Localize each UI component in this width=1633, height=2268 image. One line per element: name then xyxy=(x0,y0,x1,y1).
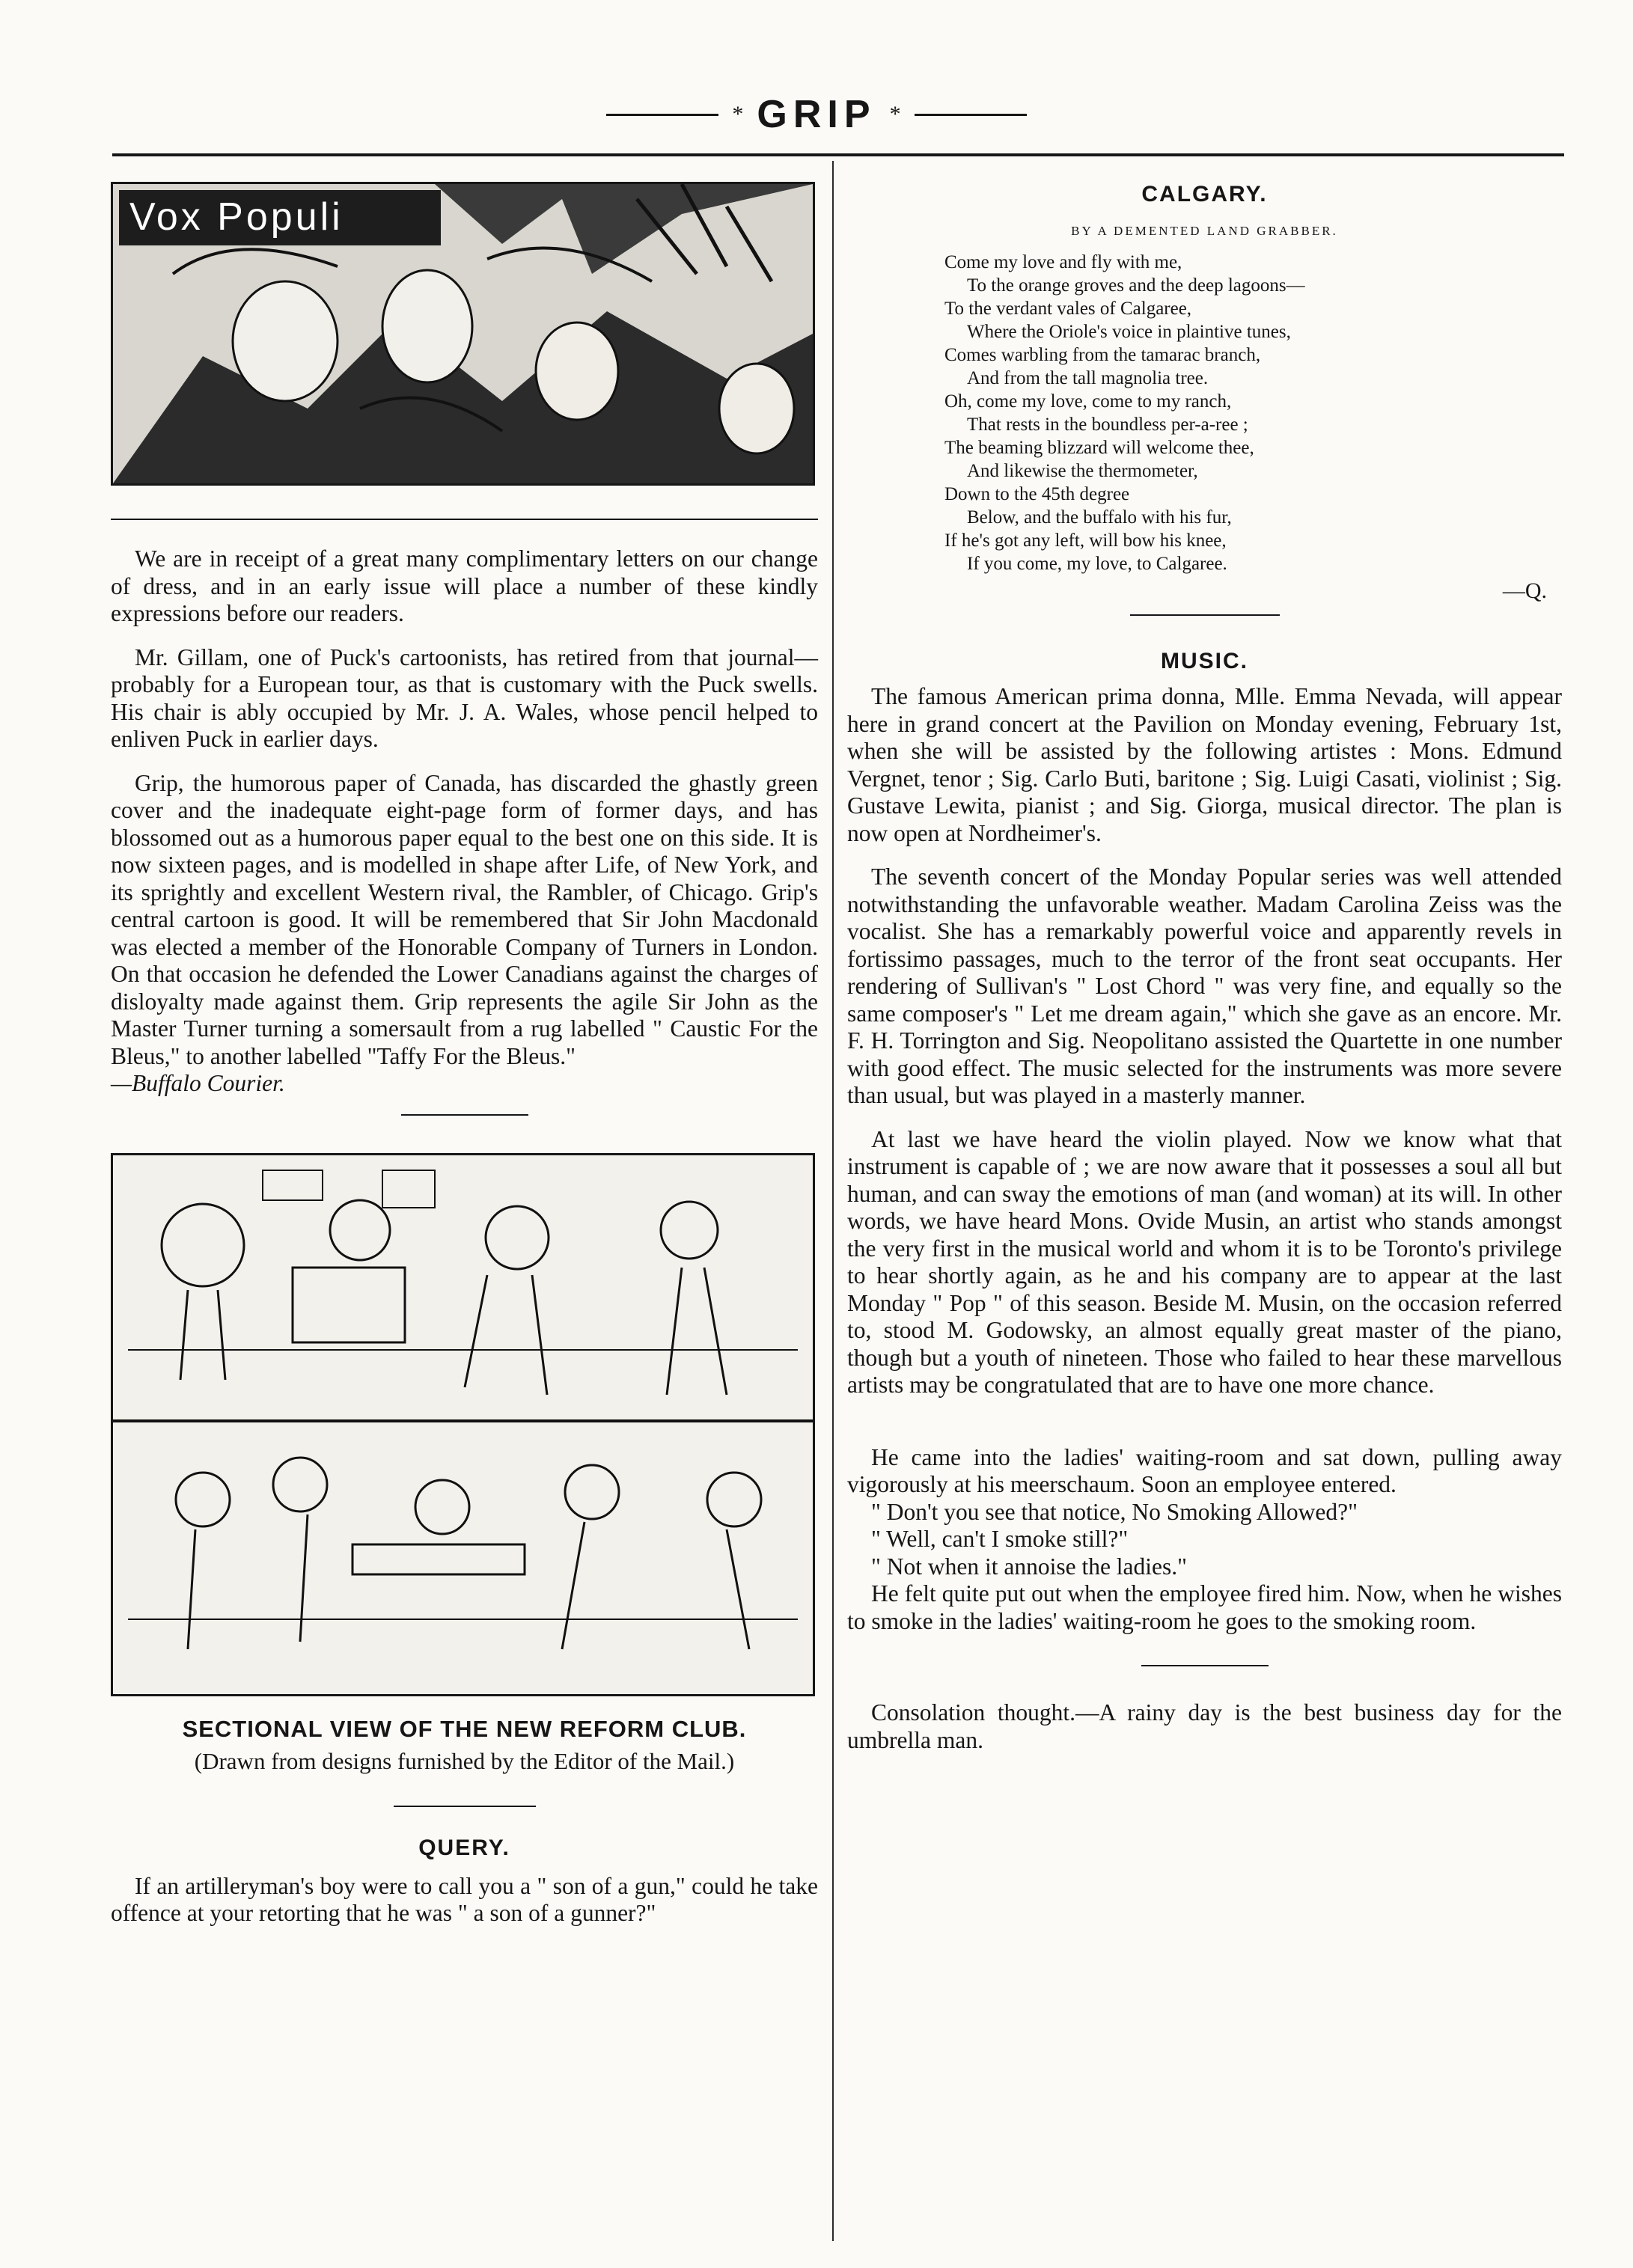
calgary-heading: CALGARY. xyxy=(1141,182,1268,207)
poem-line: That rests in the boundless per-a-ree ; xyxy=(967,415,1248,435)
divider xyxy=(401,1114,528,1116)
poem-line: And likewise the thermometer, xyxy=(967,461,1198,481)
query-heading: QUERY. xyxy=(418,1835,510,1860)
poem-line: Below, and the buffalo with his fur, xyxy=(967,507,1232,528)
anecdote-line: He came into the ladies' waiting-room and sat down, pulling away vigorously at his meerschaum. Soon an employee entered. xyxy=(847,1443,1562,1497)
poem-signature: —Q. xyxy=(1502,578,1547,603)
poem-line: Come my love and fly with me, xyxy=(944,252,1182,272)
anecdote-line: He felt quite put out when the employee fired him. Now, when he wishes to smoke in the ladies' waiting-room he goes to the smoking room. xyxy=(847,1580,1562,1634)
right-column xyxy=(847,161,1562,1770)
column-divider xyxy=(832,161,834,2241)
cartoon-caption: SECTIONAL VIEW OF THE NEW REFORM CLUB. xyxy=(182,1715,747,1742)
divider xyxy=(1141,1665,1269,1666)
calgary-poem xyxy=(944,251,1562,575)
poem-line: If you come, my love, to Calgaree. xyxy=(967,554,1227,574)
poem-line: To the orange groves and the deep lagoons— xyxy=(967,275,1305,296)
poem-line: Where the Oriole's voice in plaintive tunes, xyxy=(967,322,1291,342)
reform-club-cartoon xyxy=(111,1153,815,1696)
vox-populi-illustration xyxy=(111,182,815,486)
poem-line: To the verdant vales of Calgaree, xyxy=(944,299,1192,319)
smoking-anecdote xyxy=(847,1444,1562,1636)
divider xyxy=(1130,614,1280,616)
consolation-thought: Consolation thought.—A rainy day is the best business day for the umbrella man. xyxy=(847,1699,1562,1753)
masthead-star-left: * xyxy=(732,102,744,126)
poem-line: Oh, come my love, come to my ranch, xyxy=(944,391,1232,412)
calgary-byline: BY A DEMENTED LAND GRABBER. xyxy=(1071,224,1338,238)
divider xyxy=(111,519,818,520)
paragraph-grip-new-dress: Grip, the humorous paper of Canada, has discarded the ghastly green cover and the inadequate eight-page form of former days, and has blossomed out as a humorous paper equal to the best one on this side. It is now sixteen pages, and is modelled in shape after Life, of New York, and its sprightly and excellent Western rival, the Rambler, of Chicago. Grip's central cartoon is good. It will be remembered that Sir John Macdonald was elected a member of the Honorable Company of Turners in London. On that occasion he defended the Lower Canadians against the charges of disloyalty made against them. Grip represents the agile Sir John as the Master Turner turning a somersault from a rug labelled " Caustic For the Bleus," to another labelled "Taffy For the Bleus." xyxy=(111,769,818,1069)
poem-line: If he's got any left, will bow his knee, xyxy=(944,531,1227,551)
poem-line: Comes warbling from the tamarac branch, xyxy=(944,345,1261,365)
paragraph-gillam: Mr. Gillam, one of Puck's cartoonists, has retired from that journal—probably for a European tour, as that is customary with the Puck swells. His chair is ably occupied by Mr. J. A. Wales, whose pencil helped to enliven Puck in earlier days. xyxy=(111,644,818,752)
masthead xyxy=(0,88,1633,141)
masthead-title: GRIP xyxy=(757,93,876,136)
poem-line: Down to the 45th degree xyxy=(944,484,1130,504)
left-column xyxy=(111,161,818,1944)
paragraph-complimentary-letters: We are in receipt of a great many complimentary letters on our change of dress, and in an early issue will place a number of these kindly expressions before our readers. xyxy=(111,545,818,626)
vox-populi-title: Vox Populi xyxy=(129,195,344,239)
music-paragraph-nevada: The famous American prima donna, Mlle. Emma Nevada, will appear here in grand concert at the Pavilion on Monday evening, February 1st, when she will be assisted by the following artistes : Mons. Edmund Vergnet, tenor ; Sig. Carlo Buti, baritone ; Sig. Luigi Casati, violinist ; Sig. Gustave Lewita, pianist ; and Sig. Giorga, musical director. The plan is now open at Nordheimer's. xyxy=(847,683,1562,846)
query-text: If an artilleryman's boy were to call you a " son of a gun," could he take offence at your retorting that he was " a son of a gunner?" xyxy=(111,1872,818,1926)
masthead-rule-left xyxy=(606,114,718,116)
anecdote-line: " Don't you see that notice, No Smoking Allowed?" xyxy=(871,1498,1358,1525)
top-rule xyxy=(112,153,1564,156)
divider xyxy=(394,1806,536,1807)
masthead-rule-right xyxy=(915,114,1027,116)
cartoon-subcaption: (Drawn from designs furnished by the Editor of the Mail.) xyxy=(194,1747,735,1774)
anecdote-line: " Well, can't I smoke still?" xyxy=(871,1526,1129,1552)
music-heading: MUSIC. xyxy=(1161,649,1248,673)
masthead-star-right: * xyxy=(889,102,901,126)
poem-line: The beaming blizzard will welcome thee, xyxy=(944,438,1254,458)
music-paragraph-musin: At last we have heard the violin played. Now we know what that instrument is capable of ; we are now aware that it possesses a soul all but human, and can sway the emotions of man (and woman) at its will. In other words, we have heard Mons. Ovide Musin, an artist who stands amongst the very first in the musical world and whom it is to be Toronto's privilege to hear shortly again, as he and his company are to appear at the last Monday " Pop " of this season. Beside M. Musin, on the occasion referred to, stood M. Godowsky, an almost equally great master of the piano, though but a youth of nineteen. Those who failed to hear these marvellous artists may be congratulated that are to have one more chance. xyxy=(847,1125,1562,1398)
poem-line: And from the tall magnolia tree. xyxy=(967,368,1209,388)
paragraph-source: —Buffalo Courier. xyxy=(111,1070,285,1096)
music-paragraph-zeiss: The seventh concert of the Monday Popular series was well attended notwithstanding the unfavorable weather. Madam Carolina Zeiss was the vocalist. She has a remarkably powerful voice and apparently revels in fortissimo passages, much to the terror of the front seat occupants. Her rendering of Sullivan's " Lost Chord " was very fine, and equally so the same composer's " Let me dream again," which she gave as an encore. Mr. F. H. Torrington and Sig. Neopolitano assisted the Quartette in one number with good effect. The music selected for the instruments was more severe than usual, but was played in a masterly manner. xyxy=(847,864,1562,1108)
anecdote-line: " Not when it annoise the ladies." xyxy=(871,1553,1188,1580)
reform-club-drawing xyxy=(113,1155,813,1694)
